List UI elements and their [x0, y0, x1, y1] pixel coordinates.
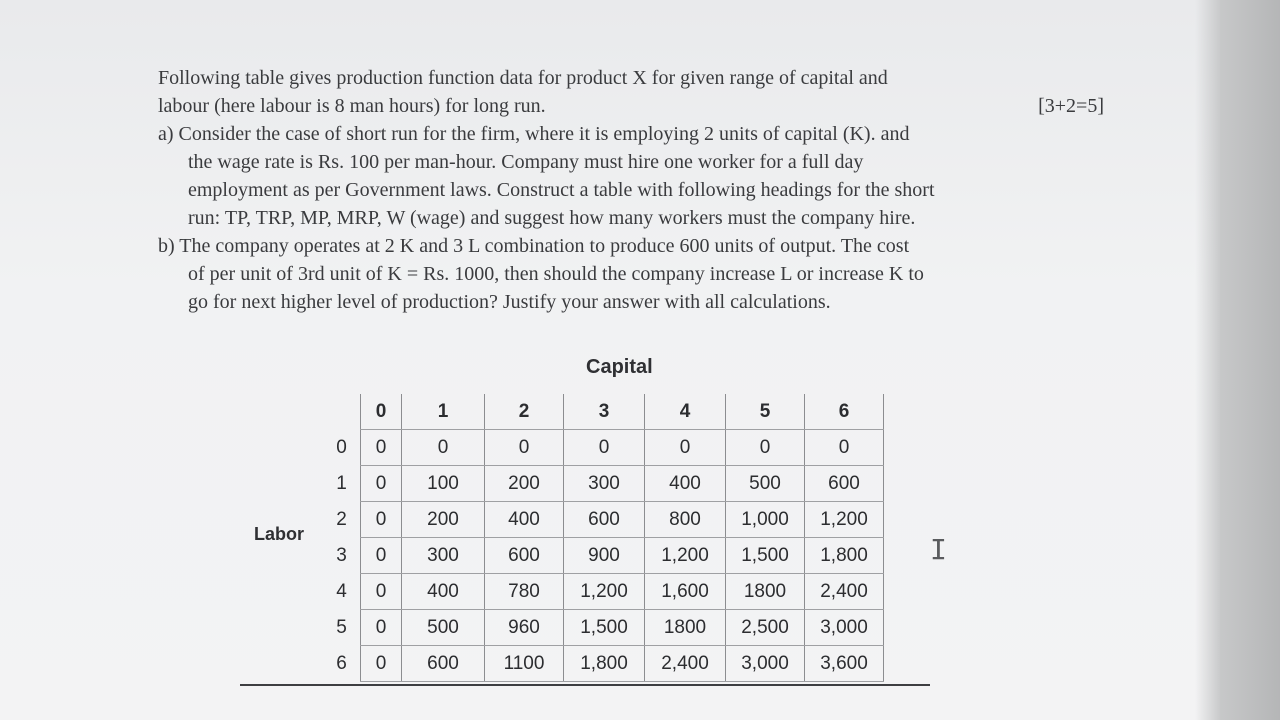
- output-cell: 300: [402, 538, 485, 574]
- labor-header: 4: [336, 580, 347, 602]
- output-cell: 0: [361, 610, 402, 646]
- labor-header: 1: [336, 472, 347, 494]
- output-cell: 400: [402, 574, 485, 610]
- output-cell: 1,200: [805, 502, 884, 538]
- output-cell: 400: [485, 502, 564, 538]
- output-cell: 200: [485, 466, 564, 502]
- capital-header: 6: [805, 394, 884, 430]
- table-row: [323, 502, 884, 538]
- capital-header: 2: [485, 394, 564, 430]
- output-cell: 100: [402, 466, 485, 502]
- output-cell: 1,000: [726, 502, 805, 538]
- output-cell: 0: [485, 430, 564, 466]
- output-cell: 1,200: [645, 538, 726, 574]
- output-cell: 500: [402, 610, 485, 646]
- output-cell: 1100: [485, 646, 564, 682]
- output-cell: 0: [361, 646, 402, 682]
- output-cell: 200: [402, 502, 485, 538]
- background-edge: [1220, 0, 1280, 720]
- output-cell: 780: [485, 574, 564, 610]
- output-cell: 1,600: [645, 574, 726, 610]
- labor-header: 3: [336, 544, 347, 566]
- output-cell: 600: [402, 646, 485, 682]
- output-cell: 960: [485, 610, 564, 646]
- output-cell: 3,000: [805, 610, 884, 646]
- question-text: [158, 64, 1108, 316]
- output-cell: 1,800: [805, 538, 884, 574]
- output-cell: 800: [645, 502, 726, 538]
- question-line: Following table gives production function data for product X for given range of capital and: [158, 67, 888, 89]
- output-cell: 0: [402, 430, 485, 466]
- output-cell: 0: [361, 430, 402, 466]
- question-line: of per unit of 3rd unit of K = Rs. 1000, then should the company increase L or increase K to: [188, 263, 924, 285]
- production-table: [323, 394, 884, 682]
- output-cell: 2,400: [805, 574, 884, 610]
- output-cell: 0: [361, 574, 402, 610]
- capital-header: 3: [564, 394, 645, 430]
- capital-header: 4: [645, 394, 726, 430]
- labor-header: 6: [336, 652, 347, 674]
- table-row: [323, 538, 884, 574]
- output-cell: 0: [361, 466, 402, 502]
- output-cell: 1,200: [564, 574, 645, 610]
- question-line: go for next higher level of production? Justify your answer with all calculations.: [188, 291, 831, 313]
- text-cursor-icon: I: [930, 533, 947, 566]
- output-cell: 1,500: [564, 610, 645, 646]
- output-cell: 2,500: [726, 610, 805, 646]
- marks-label: [3+2=5]: [1038, 95, 1104, 117]
- question-line: b) The company operates at 2 K and 3 L combination to produce 600 units of output. The cost: [158, 235, 910, 257]
- labor-axis-label: Labor: [254, 524, 305, 544]
- table-row: [323, 574, 884, 610]
- table-row: [323, 430, 884, 466]
- capital-header: 1: [402, 394, 485, 430]
- labor-header: 0: [336, 436, 347, 458]
- labor-header: 2: [336, 508, 347, 530]
- output-cell: 0: [361, 502, 402, 538]
- output-cell: 300: [564, 466, 645, 502]
- page-divider: [240, 684, 930, 686]
- question-line: employment as per Government laws. Construct a table with following headings for the short: [188, 179, 935, 201]
- output-cell: 600: [485, 538, 564, 574]
- output-cell: 1800: [726, 574, 805, 610]
- output-cell: 1800: [645, 610, 726, 646]
- output-cell: 600: [564, 502, 645, 538]
- output-cell: 600: [805, 466, 884, 502]
- capital-header: 0: [361, 394, 402, 430]
- output-cell: 0: [726, 430, 805, 466]
- capital-header: 5: [726, 394, 805, 430]
- question-line: the wage rate is Rs. 100 per man-hour. Company must hire one worker for a full day: [188, 151, 864, 173]
- output-cell: 3,000: [726, 646, 805, 682]
- output-cell: 0: [564, 430, 645, 466]
- output-cell: 0: [645, 430, 726, 466]
- corner-cell: [323, 394, 361, 430]
- output-cell: 500: [726, 466, 805, 502]
- labor-header: 5: [336, 616, 347, 638]
- output-cell: 400: [645, 466, 726, 502]
- question-line: a) Consider the case of short run for the firm, where it is employing 2 units of capital (K). and: [158, 123, 910, 145]
- output-cell: 0: [361, 538, 402, 574]
- output-cell: 2,400: [645, 646, 726, 682]
- output-cell: 1,800: [564, 646, 645, 682]
- table-row: [323, 646, 884, 682]
- output-cell: 900: [564, 538, 645, 574]
- output-cell: 3,600: [805, 646, 884, 682]
- table-row: [323, 466, 884, 502]
- output-cell: 0: [805, 430, 884, 466]
- question-line: labour (here labour is 8 man hours) for long run. [3+2=5]: [158, 92, 1108, 120]
- capital-axis-label: Capital: [586, 356, 653, 378]
- capital-header-row: [323, 394, 884, 430]
- table-row: [323, 610, 884, 646]
- output-cell: 1,500: [726, 538, 805, 574]
- question-line: run: TP, TRP, MP, MRP, W (wage) and suggest how many workers must the company hire.: [188, 207, 916, 229]
